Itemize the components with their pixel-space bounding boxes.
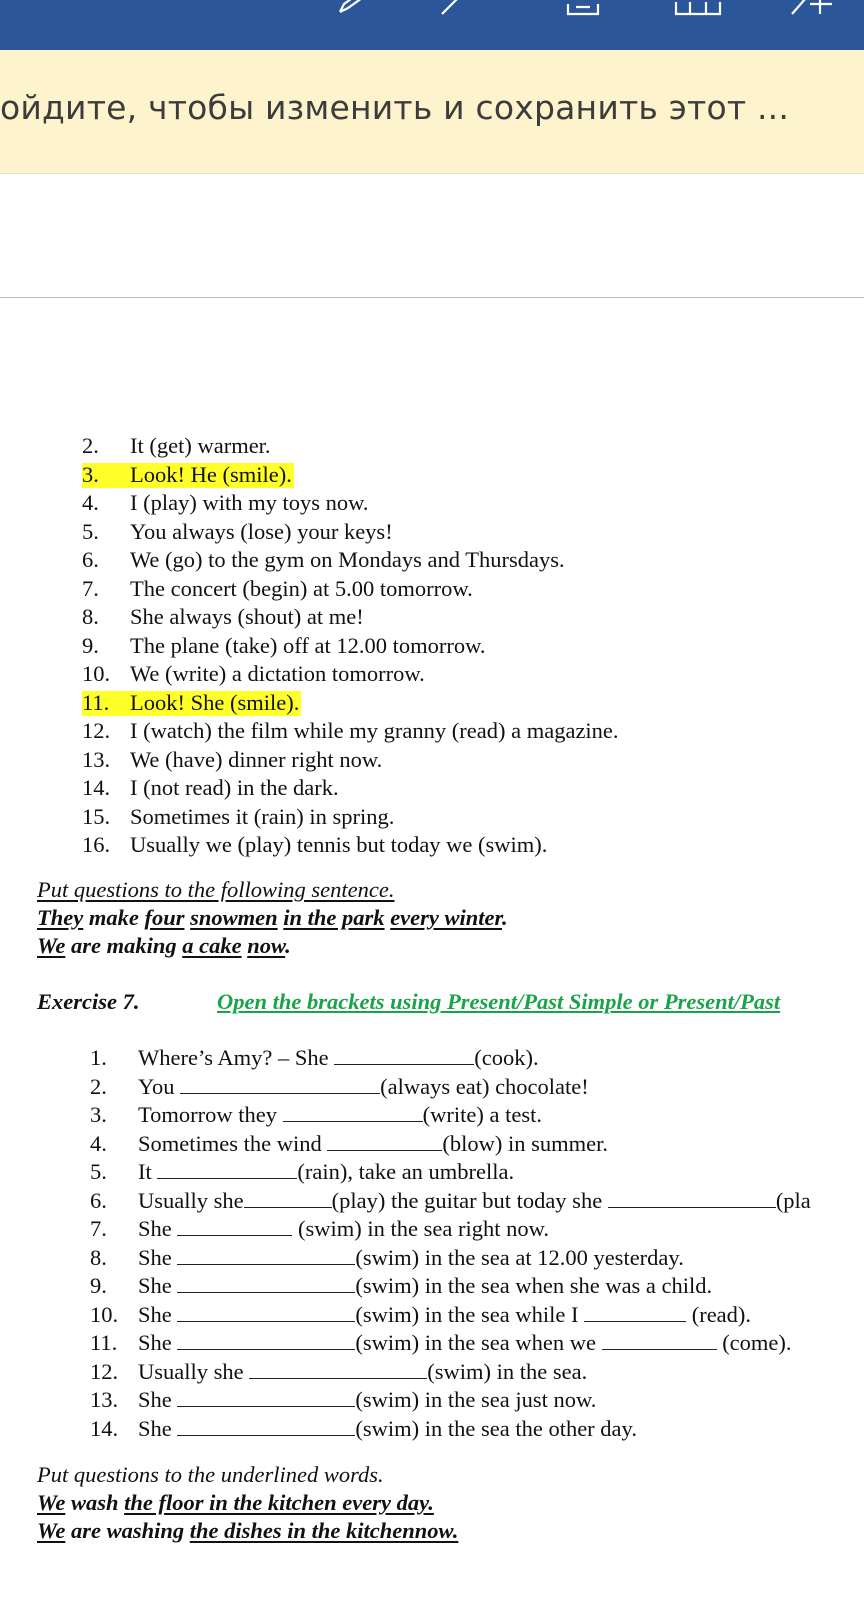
sentence-middle: (swim) in the sea the other day. xyxy=(355,1415,637,1441)
list-item-text: The concert (begin) at 5.00 tomorrow. xyxy=(130,575,473,601)
list-item-number: 10. xyxy=(82,661,111,686)
list-item-number: 13. xyxy=(90,1387,119,1412)
list-item xyxy=(0,546,864,575)
list-item-text xyxy=(138,1358,587,1387)
list-item xyxy=(0,774,864,803)
list-item xyxy=(0,1301,864,1330)
answer-blank[interactable] xyxy=(177,1215,292,1236)
sentence-start: Usually she xyxy=(138,1187,244,1213)
answer-blank[interactable] xyxy=(177,1415,355,1436)
sentence-middle: (blow) in summer. xyxy=(442,1130,608,1156)
list-item-text: Sometimes it (rain) in spring. xyxy=(130,803,395,829)
answer-blank[interactable] xyxy=(177,1272,355,1293)
answer-blank[interactable] xyxy=(177,1301,355,1322)
sentence-start: Sometimes the wind xyxy=(138,1130,328,1156)
list-item xyxy=(0,432,864,461)
sentence-start: She xyxy=(138,1415,178,1441)
list-item-number: 2. xyxy=(90,1073,107,1099)
list-item-text: Look! She (smile). xyxy=(130,689,300,715)
list-item xyxy=(0,632,864,661)
questions-heading-1: Put questions to the following sentence. xyxy=(37,877,395,902)
list-item-text: I (play) with my toys now. xyxy=(130,490,369,515)
list-item-text xyxy=(138,1301,751,1330)
sentence-middle: (swim) in the sea. xyxy=(427,1358,588,1384)
list-item-text: Usually we (play) tennis but today we (swim). xyxy=(130,832,548,857)
sentence-middle: (play) the guitar but today she xyxy=(331,1187,608,1213)
list-item-text xyxy=(138,1329,792,1358)
list-item-number: 2. xyxy=(82,433,99,458)
answer-blank[interactable] xyxy=(177,1244,355,1265)
exercise-list-2 xyxy=(0,1044,864,1443)
list-item-text xyxy=(138,1044,539,1073)
list-item xyxy=(0,1158,864,1187)
list-item xyxy=(0,689,864,718)
sentence-start: Tomorrow they xyxy=(138,1102,283,1127)
list-item-text: I (watch) the film while my granny (read) a magazine. xyxy=(130,718,619,743)
list-item-number: 11. xyxy=(82,689,110,715)
sentence-end: (pla xyxy=(775,1187,811,1213)
signin-notice-text: ойдите, чтобы изменить и сохранить этот ... xyxy=(0,88,790,127)
answer-blank[interactable] xyxy=(608,1187,776,1208)
list-item-text: I (not read) in the dark. xyxy=(130,775,339,800)
sentence-start: She xyxy=(138,1330,178,1355)
sentence-middle: (swim) in the sea right now. xyxy=(292,1216,549,1241)
list-item-number: 10. xyxy=(90,1301,119,1327)
list-item-text xyxy=(138,1158,514,1187)
list-item-text xyxy=(138,1272,712,1301)
list-item xyxy=(0,1329,864,1358)
sentence-middle: (swim) in the sea just now. xyxy=(355,1387,597,1412)
pen-icon[interactable] xyxy=(440,0,470,16)
sentence-start: Usually she xyxy=(138,1358,250,1384)
print-icon[interactable] xyxy=(566,0,596,16)
list-item xyxy=(0,1415,864,1444)
list-item-number: 16. xyxy=(82,832,111,857)
list-item-number: 7. xyxy=(90,1216,107,1241)
list-item xyxy=(0,803,864,832)
list-item-number: 9. xyxy=(82,632,99,658)
list-item xyxy=(0,518,864,547)
list-item-text: Look! He (smile). xyxy=(130,461,292,487)
list-item xyxy=(0,717,864,746)
list-item-number: 4. xyxy=(90,1130,107,1156)
list-item-number: 9. xyxy=(90,1273,107,1298)
sentence-start: She xyxy=(138,1273,178,1298)
list-item xyxy=(0,1215,864,1244)
list-item xyxy=(0,489,864,518)
list-item-text xyxy=(138,1244,684,1273)
questions-heading-2: Put questions to the underlined words. xyxy=(37,1462,384,1487)
list-item-text xyxy=(138,1130,608,1159)
list-item-number: 4. xyxy=(82,490,99,515)
list-item-number: 14. xyxy=(82,775,111,800)
list-item-number: 3. xyxy=(82,461,99,487)
list-item xyxy=(0,575,864,604)
list-item-text: She always (shout) at me! xyxy=(130,604,364,629)
list-item-text xyxy=(138,1415,637,1444)
sentence-middle: (always eat) chocolate! xyxy=(380,1073,589,1099)
list-item xyxy=(0,660,864,689)
list-item-number: 5. xyxy=(82,518,99,544)
list-item xyxy=(0,603,864,632)
exercise-7-instruction: Open the brackets using Present/Past Simple or Present/Past xyxy=(217,989,781,1014)
sentence-middle: (rain), take an umbrella. xyxy=(297,1159,515,1184)
sentence-middle: (cook). xyxy=(474,1045,539,1070)
question-sentence-3: We wash the floor in the kitchen every day. xyxy=(37,1490,434,1515)
answer-blank[interactable] xyxy=(327,1130,442,1151)
sentence-middle: (write) a test. xyxy=(422,1102,542,1127)
list-item xyxy=(0,1130,864,1159)
sentence-start: You xyxy=(138,1073,181,1099)
pencil-icon[interactable] xyxy=(336,0,366,16)
sentence-middle: (swim) in the sea when she was a child. xyxy=(355,1273,713,1298)
sentence-middle: (swim) in the sea at 12.00 yesterday. xyxy=(355,1244,684,1270)
list-item xyxy=(0,1187,864,1216)
layout-icon[interactable] xyxy=(672,0,724,16)
list-item xyxy=(0,746,864,775)
exercise-list-1 xyxy=(0,432,864,860)
list-item-text: We (write) a dictation tomorrow. xyxy=(130,661,425,686)
sentence-start: Where’s Amy? – She xyxy=(138,1045,335,1070)
list-item xyxy=(0,1044,864,1073)
sentence-start: She xyxy=(138,1387,178,1412)
list-item-number: 7. xyxy=(82,575,99,601)
list-item-text: We (have) dinner right now. xyxy=(130,746,383,772)
list-item xyxy=(0,1073,864,1102)
list-item-text xyxy=(138,1073,589,1102)
list-item-text: We (go) to the gym on Mondays and Thursdays. xyxy=(130,547,565,572)
app-toolbar xyxy=(0,0,864,50)
share-icon[interactable] xyxy=(790,0,840,16)
list-item-number: 11. xyxy=(90,1330,118,1355)
sentence-middle: (swim) in the sea when we xyxy=(355,1330,602,1355)
exercise-7-label: Exercise 7. xyxy=(37,989,140,1014)
list-item-number: 15. xyxy=(82,803,111,829)
signin-notice-bar[interactable] xyxy=(0,50,864,174)
list-item xyxy=(0,1358,864,1387)
list-item-text xyxy=(138,1386,596,1415)
list-item-number: 12. xyxy=(82,718,111,743)
question-sentence-1: They make four snowmen in the park every winter. xyxy=(37,905,508,930)
sentence-start: She xyxy=(138,1301,178,1327)
answer-blank[interactable] xyxy=(244,1187,332,1208)
list-item-number: 8. xyxy=(82,604,99,629)
answer-blank[interactable] xyxy=(334,1044,474,1065)
answer-blank[interactable] xyxy=(249,1358,427,1379)
list-item xyxy=(0,1386,864,1415)
list-item-text: The plane (take) off at 12.00 tomorrow. xyxy=(130,632,486,658)
answer-blank[interactable] xyxy=(157,1158,297,1179)
page-divider xyxy=(0,297,864,298)
sentence-start: She xyxy=(138,1216,178,1241)
question-sentence-2: We are making a cake now. xyxy=(37,933,291,958)
list-item-text xyxy=(138,1101,542,1130)
list-item-text: You always (lose) your keys! xyxy=(130,518,393,544)
exercise-7-heading xyxy=(37,988,781,1017)
sentence-end: (read). xyxy=(686,1301,752,1327)
answer-blank[interactable] xyxy=(177,1386,355,1407)
list-item-number: 13. xyxy=(82,746,111,772)
answer-blank[interactable] xyxy=(602,1329,717,1350)
sentence-start: It xyxy=(138,1159,158,1184)
list-item-number: 5. xyxy=(90,1159,107,1184)
sentence-start: She xyxy=(138,1244,178,1270)
list-item xyxy=(0,1101,864,1130)
list-item-number: 12. xyxy=(90,1358,119,1384)
list-item-number: 14. xyxy=(90,1415,119,1441)
list-item-number: 6. xyxy=(82,547,99,572)
answer-blank[interactable] xyxy=(177,1329,355,1350)
list-item-number: 8. xyxy=(90,1244,107,1270)
list-item-text xyxy=(138,1187,811,1216)
list-item-number: 1. xyxy=(90,1045,107,1070)
list-item-number: 3. xyxy=(90,1102,107,1127)
list-item xyxy=(0,1244,864,1273)
list-item-text xyxy=(138,1215,549,1244)
list-item-number: 6. xyxy=(90,1187,107,1213)
sentence-end: (come). xyxy=(716,1330,792,1355)
sentence-middle: (swim) in the sea while I xyxy=(355,1301,585,1327)
list-item xyxy=(0,1272,864,1301)
list-item-text: It (get) warmer. xyxy=(130,433,271,458)
list-item xyxy=(0,831,864,860)
question-sentence-4: We are washing the dishes in the kitchennow. xyxy=(37,1518,459,1543)
list-item xyxy=(0,461,864,490)
answer-blank[interactable] xyxy=(283,1101,423,1122)
answer-blank[interactable] xyxy=(584,1301,686,1322)
answer-blank[interactable] xyxy=(180,1073,380,1094)
